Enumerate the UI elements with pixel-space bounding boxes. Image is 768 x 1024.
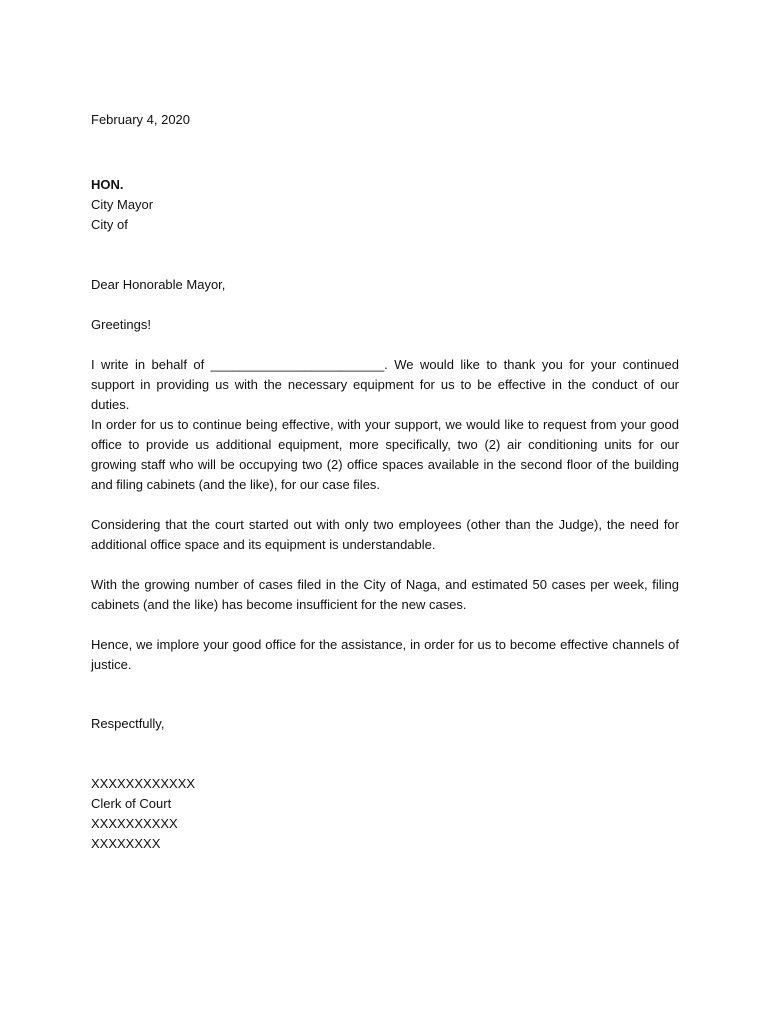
recipient-city: City of xyxy=(91,217,128,232)
recipient-title: City Mayor xyxy=(91,197,154,212)
letter-date: February 4, 2020 xyxy=(91,112,191,127)
signatory-name: XXXXXXXXXXXX xyxy=(91,776,196,791)
signatory-position: Clerk of Court xyxy=(91,796,172,811)
signatory-line-3: XXXXXXXXXX xyxy=(91,816,178,831)
signatory-line-4: XXXXXXXX xyxy=(91,836,161,851)
paragraph-intro: I write in behalf of ________________________. We would like to thank you for your continued support in providing us with the necessary equipment for us to be effective in the conduct of our duties. xyxy=(91,357,679,412)
paragraph-request: In order for us to continue being effective, with your support, we would like to request from your good office to provide us additional equipment, more specifically, two (2) air conditioning units for our growing staff who will be occupying two (2) office spaces available in the second floor of the building and filing cabinets (and the like), for our case files. xyxy=(91,417,679,492)
greeting: Greetings! xyxy=(91,317,151,332)
paragraph-case-volume: With the growing number of cases filed in the City of Naga, and estimated 50 cases per week, filing cabinets (and the like) has become insufficient for the new cases. xyxy=(91,577,679,612)
signature-block xyxy=(91,774,679,854)
paragraph-conclusion: Hence, we implore your good office for the assistance, in order for us to become effective channels of justice. xyxy=(91,637,679,672)
paragraph-court-background: Considering that the court started out with only two employees (other than the Judge), the need for additional office space and its equipment is understandable. xyxy=(91,517,679,552)
recipient-honorific: HON. xyxy=(91,177,124,192)
recipient-block xyxy=(91,175,679,235)
salutation: Dear Honorable Mayor, xyxy=(91,277,226,292)
closing: Respectfully, xyxy=(91,716,165,731)
